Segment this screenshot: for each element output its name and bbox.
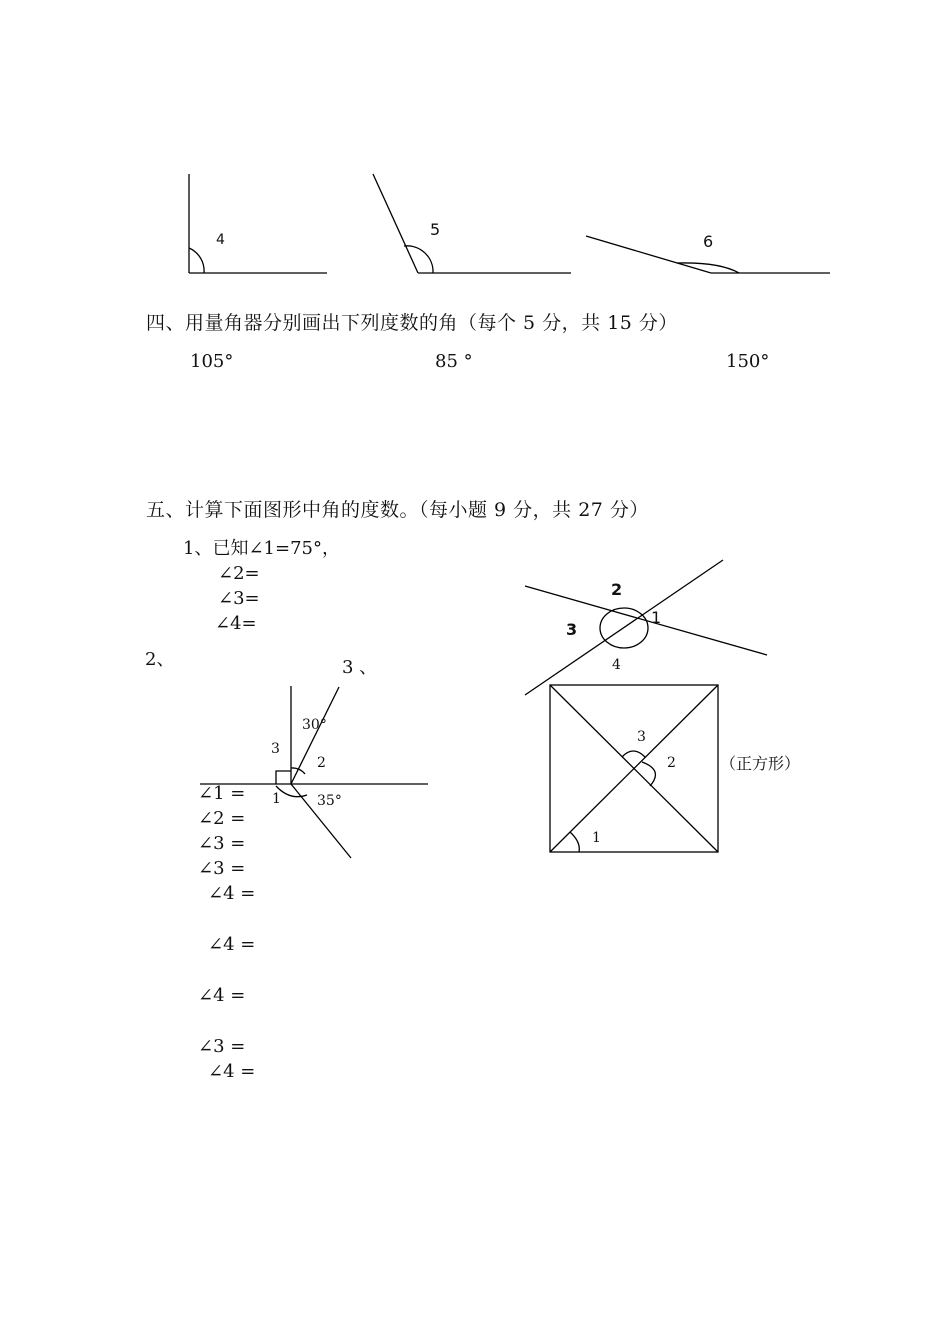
q1-ask-angle2: ∠2= xyxy=(218,563,260,584)
answer-line: ∠4 = xyxy=(198,985,246,1006)
square-label-2: 2 xyxy=(667,755,676,771)
q2-label: 2、 xyxy=(145,649,175,670)
angle-150-prompt: 150° xyxy=(726,351,770,372)
cross-label-4: 4 xyxy=(612,657,621,673)
answer-line: ∠4 = xyxy=(208,1061,256,1082)
section-4-heading: 四、用量角器分别画出下列度数的角（每个 5 分，共 15 分） xyxy=(146,312,678,334)
q1-given: 1、已知∠1=75°， xyxy=(183,538,340,559)
answer-line: ∠1 = xyxy=(198,783,246,804)
angle-4-figure xyxy=(189,174,327,273)
angle-85-prompt: 85 ° xyxy=(435,351,473,372)
answer-line: ∠4 = xyxy=(208,934,256,955)
angle-4-label: 4 xyxy=(216,232,225,248)
angle-5-label: 5 xyxy=(430,220,441,239)
q1-ask-angle3: ∠3= xyxy=(218,588,260,609)
square-label-3: 3 xyxy=(637,729,646,745)
answer-line: ∠4 = xyxy=(208,883,256,904)
cross-label-3: 3 xyxy=(566,620,578,639)
angle-5-figure xyxy=(373,174,571,273)
fig2-label-30deg: 30° xyxy=(302,717,327,733)
fig2-label-3: 3 xyxy=(271,741,280,757)
crossing-lines-figure xyxy=(525,560,767,695)
answer-line: ∠3 = xyxy=(198,858,246,879)
angle-105-prompt: 105° xyxy=(190,351,234,372)
answer-line: ∠2 = xyxy=(198,808,246,829)
angle-6-label: 6 xyxy=(703,232,714,251)
fig2-label-2: 2 xyxy=(317,755,326,771)
square-figure xyxy=(550,685,718,852)
answer-line: ∠3 = xyxy=(198,1036,246,1057)
cross-label-1: 1 xyxy=(651,608,662,627)
q1-ask-angle4: ∠4= xyxy=(215,613,257,634)
q3-label: 3 、 xyxy=(342,657,378,678)
fig2-label-35deg: 35° xyxy=(317,793,342,809)
square-label-1: 1 xyxy=(592,830,601,846)
cross-label-2: 2 xyxy=(611,580,623,599)
section-5-heading: 五、计算下面图形中角的度数。（每小题 9 分，共 27 分） xyxy=(146,499,649,521)
square-note: （正方形） xyxy=(720,754,801,773)
answer-line: ∠3 = xyxy=(198,833,246,854)
fig2-label-1: 1 xyxy=(272,791,281,807)
